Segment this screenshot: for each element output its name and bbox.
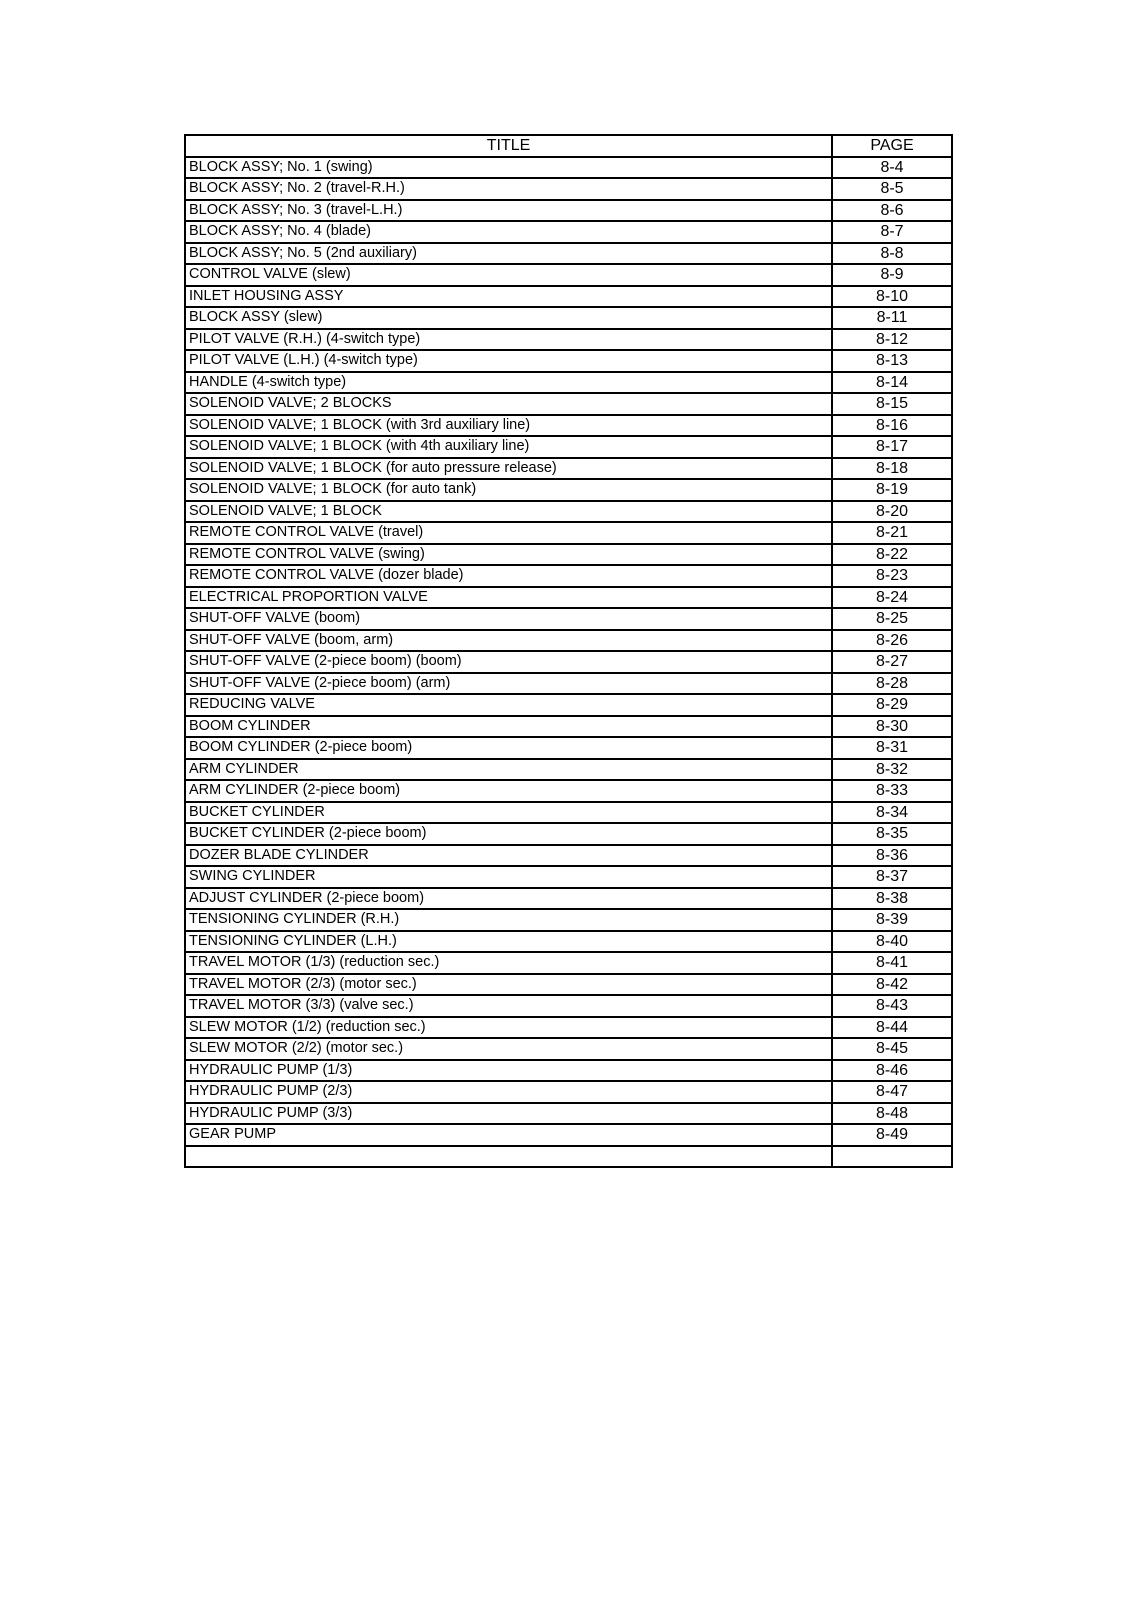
row-title: REMOTE CONTROL VALVE (travel)	[185, 522, 832, 544]
table-row	[185, 544, 952, 566]
row-title: SOLENOID VALVE; 1 BLOCK (for auto pressure release)	[185, 458, 832, 480]
row-page-number: 8-49	[832, 1124, 952, 1146]
table-row	[185, 157, 952, 179]
table-row	[185, 350, 952, 372]
table-row	[185, 565, 952, 587]
row-page-number: 8-4	[832, 157, 952, 179]
row-page-number: 8-32	[832, 759, 952, 781]
row-title: ARM CYLINDER (2-piece boom)	[185, 780, 832, 802]
table-row	[185, 888, 952, 910]
row-title: SLEW MOTOR (1/2) (reduction sec.)	[185, 1017, 832, 1039]
row-page-number: 8-31	[832, 737, 952, 759]
table-row	[185, 780, 952, 802]
row-page-number: 8-14	[832, 372, 952, 394]
table-row	[185, 974, 952, 996]
row-title: BOOM CYLINDER	[185, 716, 832, 738]
table-row	[185, 909, 952, 931]
row-title: INLET HOUSING ASSY	[185, 286, 832, 308]
table-row	[185, 716, 952, 738]
row-title: HYDRAULIC PUMP (1/3)	[185, 1060, 832, 1082]
row-page-number: 8-5	[832, 178, 952, 200]
row-title: SHUT-OFF VALVE (boom, arm)	[185, 630, 832, 652]
table-row	[185, 1081, 952, 1103]
table-row	[185, 931, 952, 953]
row-page-number: 8-30	[832, 716, 952, 738]
table-row	[185, 307, 952, 329]
row-title: SOLENOID VALVE; 1 BLOCK	[185, 501, 832, 523]
row-title: BLOCK ASSY; No. 1 (swing)	[185, 157, 832, 179]
table-row	[185, 1103, 952, 1125]
row-page-number: 8-26	[832, 630, 952, 652]
row-page-number: 8-33	[832, 780, 952, 802]
row-page-number: 8-40	[832, 931, 952, 953]
row-title: BLOCK ASSY; No. 3 (travel-L.H.)	[185, 200, 832, 222]
row-page-number: 8-11	[832, 307, 952, 329]
row-page-number: 8-13	[832, 350, 952, 372]
row-title: ELECTRICAL PROPORTION VALVE	[185, 587, 832, 609]
row-page-number: 8-41	[832, 952, 952, 974]
row-page-number: 8-29	[832, 694, 952, 716]
table-row	[185, 630, 952, 652]
table-row	[185, 479, 952, 501]
row-page-number: 8-28	[832, 673, 952, 695]
table-row	[185, 458, 952, 480]
row-title: SHUT-OFF VALVE (2-piece boom) (boom)	[185, 651, 832, 673]
row-page-number: 8-24	[832, 587, 952, 609]
row-page-number: 8-27	[832, 651, 952, 673]
row-page-number: 8-22	[832, 544, 952, 566]
table-row	[185, 243, 952, 265]
row-title: BUCKET CYLINDER (2-piece boom)	[185, 823, 832, 845]
table-row	[185, 759, 952, 781]
row-title: SOLENOID VALVE; 1 BLOCK (for auto tank)	[185, 479, 832, 501]
table-body	[185, 157, 952, 1168]
table-row	[185, 286, 952, 308]
row-page-number: 8-42	[832, 974, 952, 996]
row-title: BLOCK ASSY; No. 5 (2nd auxiliary)	[185, 243, 832, 265]
row-title: CONTROL VALVE (slew)	[185, 264, 832, 286]
row-page-number: 8-17	[832, 436, 952, 458]
table-row	[185, 1146, 952, 1168]
row-title: ARM CYLINDER	[185, 759, 832, 781]
table-row	[185, 823, 952, 845]
row-title: SHUT-OFF VALVE (2-piece boom) (arm)	[185, 673, 832, 695]
table-row	[185, 372, 952, 394]
row-title: SOLENOID VALVE; 2 BLOCKS	[185, 393, 832, 415]
row-title: HYDRAULIC PUMP (2/3)	[185, 1081, 832, 1103]
table-row	[185, 1124, 952, 1146]
row-page-number: 8-37	[832, 866, 952, 888]
table-row	[185, 415, 952, 437]
row-title: PILOT VALVE (R.H.) (4-switch type)	[185, 329, 832, 351]
table-row	[185, 1017, 952, 1039]
row-title: TRAVEL MOTOR (1/3) (reduction sec.)	[185, 952, 832, 974]
row-title: SLEW MOTOR (2/2) (motor sec.)	[185, 1038, 832, 1060]
row-title: TENSIONING CYLINDER (L.H.)	[185, 931, 832, 953]
table-row	[185, 200, 952, 222]
table-row	[185, 651, 952, 673]
row-page-number: 8-45	[832, 1038, 952, 1060]
row-page-number: 8-43	[832, 995, 952, 1017]
row-page-number: 8-23	[832, 565, 952, 587]
row-page-number: 8-34	[832, 802, 952, 824]
row-page-number: 8-39	[832, 909, 952, 931]
contents-table	[184, 134, 953, 1168]
row-title	[185, 1146, 832, 1168]
row-title: SOLENOID VALVE; 1 BLOCK (with 4th auxiliary line)	[185, 436, 832, 458]
table-row	[185, 673, 952, 695]
row-page-number: 8-16	[832, 415, 952, 437]
row-page-number: 8-19	[832, 479, 952, 501]
row-title: ADJUST CYLINDER (2-piece boom)	[185, 888, 832, 910]
row-title: BLOCK ASSY; No. 2 (travel-R.H.)	[185, 178, 832, 200]
row-title: PILOT VALVE (L.H.) (4-switch type)	[185, 350, 832, 372]
row-title: DOZER BLADE CYLINDER	[185, 845, 832, 867]
row-page-number: 8-9	[832, 264, 952, 286]
row-page-number: 8-6	[832, 200, 952, 222]
table-row	[185, 608, 952, 630]
row-page-number: 8-47	[832, 1081, 952, 1103]
row-page-number: 8-46	[832, 1060, 952, 1082]
table-row	[185, 393, 952, 415]
row-page-number: 8-36	[832, 845, 952, 867]
page-column-header: PAGE	[832, 135, 952, 157]
row-title: BUCKET CYLINDER	[185, 802, 832, 824]
row-page-number: 8-8	[832, 243, 952, 265]
row-page-number	[832, 1146, 952, 1168]
row-page-number: 8-44	[832, 1017, 952, 1039]
row-page-number: 8-20	[832, 501, 952, 523]
table-row	[185, 522, 952, 544]
table-row	[185, 501, 952, 523]
row-title: BLOCK ASSY (slew)	[185, 307, 832, 329]
table-row	[185, 329, 952, 351]
table-row	[185, 1038, 952, 1060]
table-row	[185, 995, 952, 1017]
row-page-number: 8-10	[832, 286, 952, 308]
row-title: SWING CYLINDER	[185, 866, 832, 888]
table-header-row	[185, 135, 952, 157]
row-title: HANDLE (4-switch type)	[185, 372, 832, 394]
table-row	[185, 221, 952, 243]
row-title: SHUT-OFF VALVE (boom)	[185, 608, 832, 630]
row-page-number: 8-18	[832, 458, 952, 480]
row-title: BLOCK ASSY; No. 4 (blade)	[185, 221, 832, 243]
row-page-number: 8-15	[832, 393, 952, 415]
table-row	[185, 587, 952, 609]
table-row	[185, 178, 952, 200]
table-row	[185, 694, 952, 716]
table-row	[185, 802, 952, 824]
row-title: REMOTE CONTROL VALVE (swing)	[185, 544, 832, 566]
row-title: REMOTE CONTROL VALVE (dozer blade)	[185, 565, 832, 587]
row-page-number: 8-7	[832, 221, 952, 243]
row-title: HYDRAULIC PUMP (3/3)	[185, 1103, 832, 1125]
row-title: BOOM CYLINDER (2-piece boom)	[185, 737, 832, 759]
row-title: TENSIONING CYLINDER (R.H.)	[185, 909, 832, 931]
row-title: TRAVEL MOTOR (2/3) (motor sec.)	[185, 974, 832, 996]
table-row	[185, 1060, 952, 1082]
row-page-number: 8-35	[832, 823, 952, 845]
table-row	[185, 845, 952, 867]
table-row	[185, 737, 952, 759]
table-row	[185, 264, 952, 286]
row-page-number: 8-12	[832, 329, 952, 351]
row-title: SOLENOID VALVE; 1 BLOCK (with 3rd auxiliary line)	[185, 415, 832, 437]
row-title: GEAR PUMP	[185, 1124, 832, 1146]
row-page-number: 8-48	[832, 1103, 952, 1125]
table-row	[185, 436, 952, 458]
row-title: TRAVEL MOTOR (3/3) (valve sec.)	[185, 995, 832, 1017]
table-row	[185, 866, 952, 888]
row-page-number: 8-38	[832, 888, 952, 910]
row-page-number: 8-25	[832, 608, 952, 630]
title-column-header: TITLE	[185, 135, 832, 157]
row-title: REDUCING VALVE	[185, 694, 832, 716]
table-row	[185, 952, 952, 974]
row-page-number: 8-21	[832, 522, 952, 544]
